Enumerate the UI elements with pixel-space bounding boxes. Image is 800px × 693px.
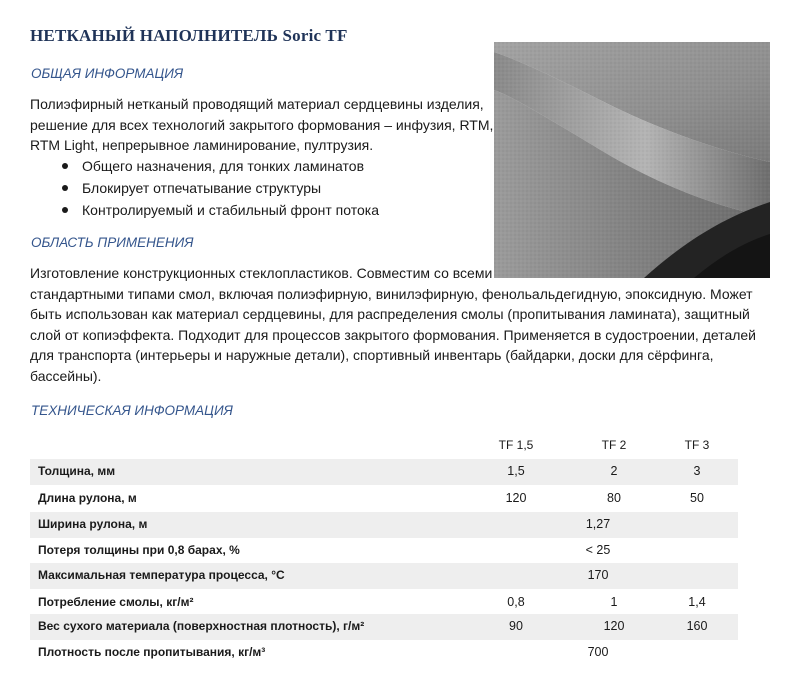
- application-line: стандартными типами смол, включая полиэфирную, винилэфирную, фенольальдегидную, эпоксидную. Может: [30, 285, 753, 302]
- general-paragraph: [30, 94, 493, 156]
- application-line: Изготовление конструкционных стеклопластиков. Совместим со всеми: [30, 265, 493, 281]
- cell-tf2: 80: [607, 491, 621, 505]
- application-line: бассейны).: [30, 367, 102, 384]
- bullet-icon: [62, 163, 68, 169]
- cell-tf3: 3: [693, 464, 701, 478]
- document-title: НЕТКАНЫЙ НАПОЛНИТЕЛЬ Soric TF: [30, 26, 348, 45]
- bullet-icon: [62, 185, 68, 191]
- cell-all: 700: [587, 645, 609, 659]
- list-item: [30, 155, 379, 177]
- table-row: [30, 512, 738, 538]
- row-label: Потеря толщины при 0,8 барах, %: [38, 543, 240, 557]
- cell-tf3: 1,4: [688, 595, 706, 609]
- row-label: Потребление смолы, кг/м²: [38, 595, 194, 609]
- cell-tf2: 120: [603, 619, 625, 633]
- fabric-roll-icon: [494, 42, 770, 278]
- row-label: Максимальная температура процесса, °С: [38, 568, 285, 582]
- application-line: для транспорта (интерьеры и наружные детали), спортивный инвентарь (байдарки, доски для сёрфинга,: [30, 347, 714, 363]
- feature-list: [30, 155, 379, 221]
- col-header-tf2: TF 2: [601, 438, 627, 452]
- cell-tf2: 2: [610, 464, 618, 478]
- row-label: Длина рулона, м: [38, 491, 137, 505]
- col-header-tf15: TF 1,5: [498, 438, 534, 452]
- cell-all: < 25: [585, 543, 611, 557]
- cell-tf2: 1: [610, 595, 618, 609]
- heading-application: ОБЛАСТЬ ПРИМЕНЕНИЯ: [31, 235, 194, 250]
- application-paragraph: [30, 263, 756, 386]
- table-row: [30, 590, 738, 616]
- list-item: [30, 199, 379, 221]
- row-label: Ширина рулона, м: [38, 517, 148, 531]
- application-line: быть использован как материал сердцевины, для распределения смолы (пропитывания ламината), защитный: [30, 306, 750, 322]
- col-header-tf3: TF 3: [684, 438, 710, 452]
- cell-tf15: 0,8: [507, 595, 525, 609]
- heading-technical: ТЕХНИЧЕСКАЯ ИНФОРМАЦИЯ: [31, 403, 233, 418]
- table-row: [30, 486, 738, 512]
- list-item-text: Блокирует отпечатывание структуры: [82, 180, 322, 196]
- table-row: [30, 640, 738, 666]
- table-row: [30, 459, 738, 485]
- bullet-icon: [62, 207, 68, 213]
- row-label: Плотность после пропитывания, кг/м³: [38, 645, 266, 659]
- row-label: Вес сухого материала (поверхностная плотность), г/м²: [38, 619, 365, 633]
- general-line: решение для всех технологий закрытого формования – инфузия, RTM,: [30, 116, 494, 133]
- table-row: [30, 538, 738, 564]
- application-line: слой от копиэффекта. Подходит для процессов закрытого формования. Применяется в судостроении, деталей: [30, 326, 757, 343]
- general-line: Полиэфирный нетканый проводящий материал сердцевины изделия,: [30, 96, 484, 112]
- general-line: RTM Light, непрерывное ламинирование, пултрузия.: [30, 137, 374, 153]
- cell-tf3: 50: [690, 491, 704, 505]
- cell-tf15: 90: [509, 619, 523, 633]
- table-row: [30, 614, 738, 640]
- fabric-roll-photo: [494, 42, 770, 278]
- list-item: [30, 177, 379, 199]
- list-item-text: Контролируемый и стабильный фронт потока: [82, 202, 379, 218]
- cell-tf15: 120: [505, 491, 527, 505]
- cell-all: 1,27: [585, 517, 611, 531]
- table-row: [30, 563, 738, 589]
- list-item-text: Общего назначения, для тонких ламинатов: [82, 158, 365, 174]
- row-label: Толщина, мм: [38, 464, 116, 478]
- cell-tf3: 160: [686, 619, 708, 633]
- cell-all: 170: [587, 568, 609, 582]
- heading-general: ОБЩАЯ ИНФОРМАЦИЯ: [31, 66, 184, 81]
- cell-tf15: 1,5: [507, 464, 525, 478]
